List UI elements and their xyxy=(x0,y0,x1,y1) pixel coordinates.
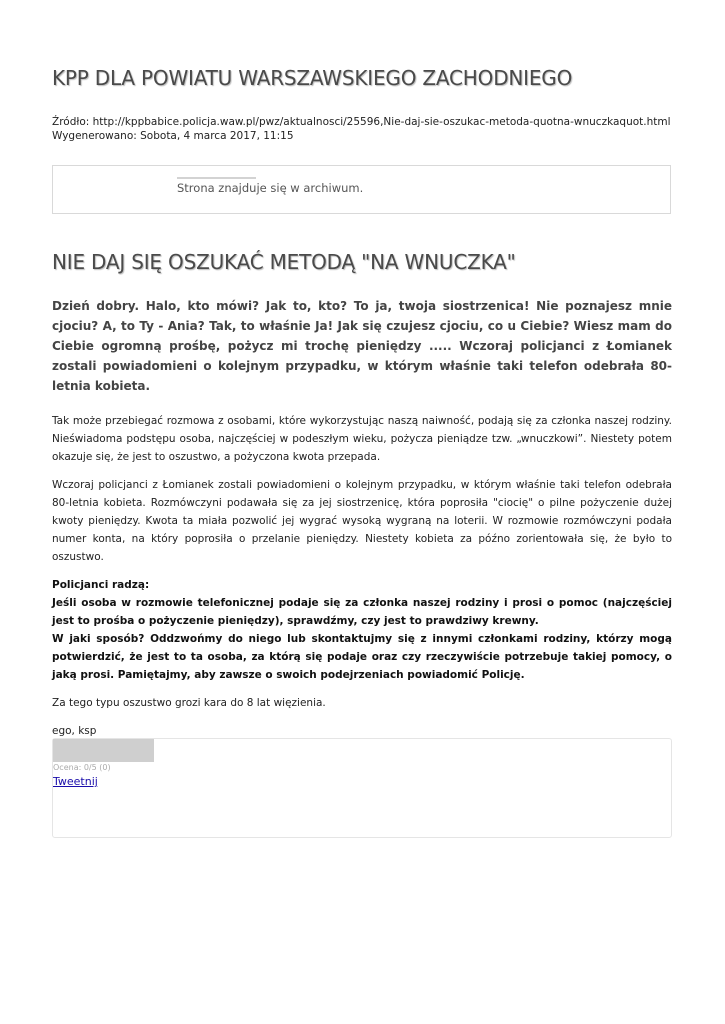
article-title: NIE DAJ SIĘ OSZUKAĆ METODĄ "NA WNUCZKA" xyxy=(52,250,516,274)
rating-stars[interactable] xyxy=(53,739,154,762)
archive-divider xyxy=(177,177,256,179)
rating-box xyxy=(52,738,672,838)
article-body xyxy=(52,296,672,750)
advice-line-2: W jaki sposób? Oddzwońmy do niego lub skontaktujmy się z innymi członkami rodziny, którzy mogą potwierdzić, że jest to ta osoba, za którą się podaje oraz czy rzeczywiście potrzebuje takiej pomocy, o jaką prosi. Pamiętajmy, aby zawsze o swoich podejrzeniach powiadomić Policję. xyxy=(52,633,672,681)
generated-date: Wygenerowano: Sobota, 4 marca 2017, 11:15 xyxy=(52,130,294,142)
article-paragraph-3: Za tego typu oszustwo grozi kara do 8 lat więzienia. xyxy=(52,697,326,709)
archive-notice-box xyxy=(52,165,671,214)
police-advice xyxy=(52,576,672,684)
advice-heading: Policjanci radzą: xyxy=(52,579,150,591)
article-author: ego, ksp xyxy=(52,725,97,737)
site-title: KPP DLA POWIATU WARSZAWSKIEGO ZACHODNIEGO xyxy=(52,66,573,90)
rating-text: Ocena: 0/5 (0) xyxy=(53,763,111,772)
tweet-link[interactable]: Tweetnij xyxy=(53,775,98,788)
source-meta xyxy=(52,115,692,143)
article-paragraph-2: Wczoraj policjanci z Łomianek zostali powiadomieni o kolejnym przypadku, w którym właśnie taki telefon odebrała 80-letnia kobieta. Rozmówczyni podawała się za jej siostrzenicę, która poprosiła "ciocię" o pilne pożyczenie dużej kwoty pieniędzy. Kwota ta miała pozwolić jej wygrać wysoką wygraną na loterii. W rozmowie rozmówczyni podała numer konta, na który poprosiła o przelanie pieniędzy. Niestety kobieta za późno zorientowała się, że było to oszustwo. xyxy=(52,479,672,563)
archive-notice: Strona znajduje się w archiwum. xyxy=(177,181,364,195)
advice-line-1: Jeśli osoba w rozmowie telefonicznej podaje się za członka naszej rodziny i prosi o pomoc (najczęściej jest to prośba o pożyczenie pieniędzy), sprawdźmy, czy jest to prawdziwy krewny. xyxy=(52,597,672,627)
source-url: Źródło: http://kppbabice.policja.waw.pl/pwz/aktualnosci/25596,Nie-daj-sie-oszukac-metoda-quotna-wnuczkaquot.html xyxy=(52,116,671,128)
article-paragraph-1: Tak może przebiegać rozmowa z osobami, które wykorzystując naszą naiwność, podają się za członka naszej rodziny. Nieświadoma podstępu osoba, najczęściej w podeszłym wieku, pożycza pieniądze tzw. „wnuczkowi”. Niestety potem okazuje się, że jest to oszustwo, a pożyczona kwota przepada. xyxy=(52,415,672,463)
article-lead: Dzień dobry. Halo, kto mówi? Jak to, kto? To ja, twoja siostrzenica! Nie poznajesz mnie cjociu? A, to Ty - Ania? Tak, to właśnie Ja! Jak się czujesz cjociu, co u Ciebie? Wiesz mam do Ciebie ogromną prośbę, pożycz mi trochę pieniędzy ..... Wczoraj policjanci z Łomianek zostali powiadomieni o kolejnym przypadku, w którym właśnie taki telefon odebrała 80-letnia kobieta. xyxy=(52,299,672,393)
